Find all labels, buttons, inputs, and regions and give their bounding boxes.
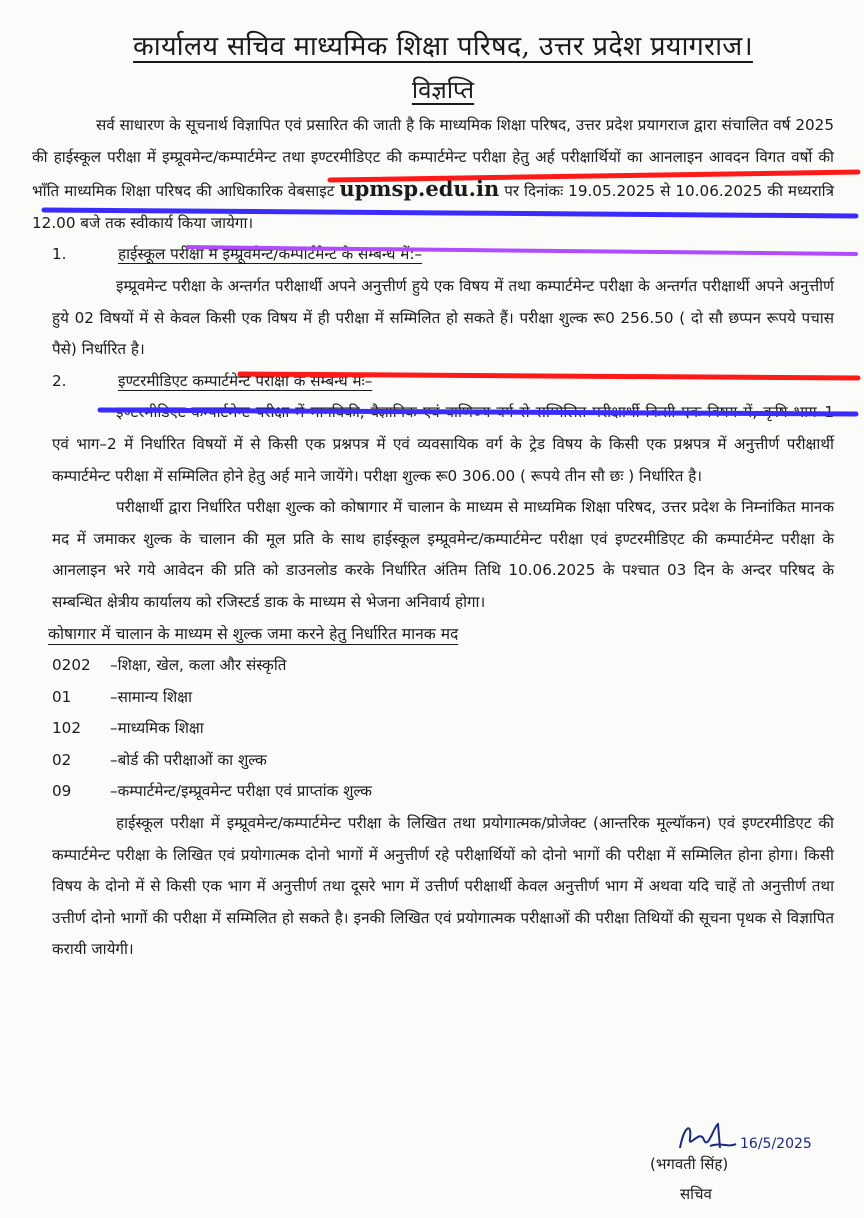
section-2-title: इण्टरमीडिएट कम्पार्टमेन्ट परीक्षा के सम्बन्ध मेः– bbox=[118, 371, 373, 390]
signature-block bbox=[650, 1118, 842, 1213]
treasury-code-row bbox=[52, 776, 834, 808]
treasury-code-label: –सामान्य शिक्षा bbox=[110, 687, 193, 706]
treasury-code: 0202 bbox=[52, 656, 91, 675]
section-2-body-1: इण्टरमीडिएट कम्पार्टमेन्ट परीक्षा में मानविकी, वैज्ञानिक एवं वाणिज्य वर्ग से सम्मिलित परीक्षार्थी किसी एक विषय में, कृषि भाग–1 एवं भाग–2 में निर्धारित विषयों में से किसी एक प्रश्नपत्र में एवं व्यवसायिक वर्ग के ट्रेड विषय के किसी एक प्रश्नपत्र में अनुत्तीर्ण परीक्षार्थी कम्पार्टमेन्ट परीक्षा में सम्मिलित होने हेतु अर्ह माने जायेंगे। परीक्षा शुल्क रू0 306.00 ( रूपये तीन सौ छः ) निर्धारित है। bbox=[52, 403, 834, 485]
section-2-number: 2. bbox=[52, 371, 67, 390]
treasury-code-label: –बोर्ड की परीक्षाओं का शुल्क bbox=[110, 750, 267, 769]
treasury-code-row bbox=[52, 713, 834, 745]
handwritten-signature-icon bbox=[670, 1118, 840, 1158]
intro-text-after: पर दिनांकः 19.05.2025 से 10.06.2025 की मध्यरात्रि 12.00 बजे तक स्वीकार्य किया जायेगा। bbox=[32, 182, 834, 232]
treasury-code-row bbox=[52, 682, 834, 714]
treasury-code-row bbox=[52, 650, 834, 682]
treasury-code-row bbox=[52, 745, 834, 777]
treasury-code: 02 bbox=[52, 750, 72, 769]
section-1-number: 1. bbox=[52, 245, 67, 264]
treasury-code: 09 bbox=[52, 782, 72, 801]
website-link[interactable]: upmsp.edu.in bbox=[339, 176, 500, 202]
intro-text-before: सर्व साधारण के सूचनार्थ विज्ञापित एवं प्रसारित की जाती है कि माध्यमिक शिक्षा परिषद, उत्तर प्रदेश प्रयागराज द्वारा संचालित वर्ष 2025 की हाईस्कूल परीक्षा में इम्प्रूवमेन्ट/कम्पार्टमेन्ट तथा इण्टरमीडिएट की कम्पार्टमेन्ट परीक्षा हेतु अर्ह परीक्षार्थियों का आनलाइन आवदन विगत वर्षो की भाँति माध्यमिक शिक्षा परिषद की आधिकारिक वेबसाइट bbox=[32, 116, 834, 201]
treasury-heading: कोषागार में चालान के माध्यम से शुल्क जमा करने हेतु निर्धारित मानक मद bbox=[48, 624, 459, 643]
treasury-code: 01 bbox=[52, 687, 72, 706]
notice-title: विज्ञप्ति bbox=[411, 76, 475, 104]
signer-designation: सचिव bbox=[680, 1185, 712, 1203]
treasury-code-list bbox=[52, 650, 834, 808]
signer-name: (भगवती सिंह) bbox=[650, 1155, 729, 1173]
section-1-body: इम्प्रूवमेन्ट परीक्षा के अन्तर्गत परीक्षार्थी अपने अनुत्तीर्ण हुये एक विषय में तथा कम्पार्टमेन्ट परीक्षा के अन्तर्गत परीक्षार्थी अपने अनुत्तीर्ण हुये 02 विषयों में से केवल किसी एक विषय में ही परीक्षा में सम्मिलित हो सकते हैं। परीक्षा शुल्क रू0 256.50 ( दो सौ छप्पन रूपये पचास पैसे) निर्धारित है। bbox=[52, 276, 834, 359]
treasury-code-label: –माध्यमिक शिक्षा bbox=[110, 719, 204, 738]
signature-date: 16/5/2025 bbox=[740, 1136, 812, 1152]
closing-paragraph: हाईस्कूल परीक्षा में इम्प्रूवमेन्ट/कम्पार्टमेन्ट परीक्षा के लिखित तथा प्रयोगात्मक/प्रोजेक्ट (आन्तरिक मूल्यॉकन) एवं इण्टरमीडिएट की कम्पार्टमेन्ट परीक्षा के लिखित एवं प्रयोगात्मक दोनो भागों में अनुत्तीर्ण रहे परीक्षार्थियों को दोनो भागों की परीक्षा में सम्मिलित होना होगा। किसी विषय के दोनो में से किसी एक भाग में अनुत्तीर्ण तथा दूसरे भाग में उत्तीर्ण परीक्षार्थी केवल अनुत्तीर्ण भाग में अथवा यदि चाहें तो अनुत्तीर्ण तथा उत्तीर्ण दोनो भागों की परीक्षा में सम्मिलित हो सकते है। इनकी लिखित एवं प्रयोगात्मक परीक्षाओं की परीक्षा तिथियों की सूचना पृथक से विज्ञापित करायी जायेगी। bbox=[52, 814, 834, 959]
office-heading: कार्यालय सचिव माध्यमिक शिक्षा परिषद, उत्तर प्रदेश प्रयागराज। bbox=[133, 31, 753, 62]
treasury-code-label: –कम्पार्टमेन्ट/इम्प्रूवमेन्ट परीक्षा एवं प्राप्तांक शुल्क bbox=[110, 782, 372, 801]
section-2-heading bbox=[52, 366, 834, 398]
section-1-title: हाईस्कूल परीक्षा में इम्प्रूवमेन्ट/कम्पार्टमेन्ट के सम्बन्ध में:– bbox=[118, 245, 423, 264]
intro-paragraph bbox=[32, 110, 834, 239]
section-1-heading bbox=[52, 239, 834, 271]
treasury-code: 102 bbox=[52, 719, 81, 738]
section-2-body-2: परीक्षार्थी द्वारा निर्धारित परीक्षा शुल्क को कोषागार में चालान के माध्यम से माध्यमिक शिक्षा परिषद, उत्तर प्रदेश के निम्नांकित मानक मद में जमाकर शुल्क के चालान की मूल प्रति के साथ हाईस्कूल इम्प्रूवमेन्ट/कम्पार्टमेन्ट परीक्षा एवं इण्टरमीडिएट की कम्पार्टमेन्ट परीक्षा के आनलाइन भरे गये आवेदन की प्रति को डाउनलोड करके निर्धारित अंतिम तिथि 10.06.2025 के पश्चात 03 दिन के अन्दर परिषद के सम्बन्धित क्षेत्रीय कार्यालय को रजिस्टर्ड डाक के माध्यम से भेजना अनिवार्य होगा। bbox=[52, 498, 834, 611]
treasury-code-label: –शिक्षा, खेल, कला और संस्कृति bbox=[110, 656, 287, 675]
